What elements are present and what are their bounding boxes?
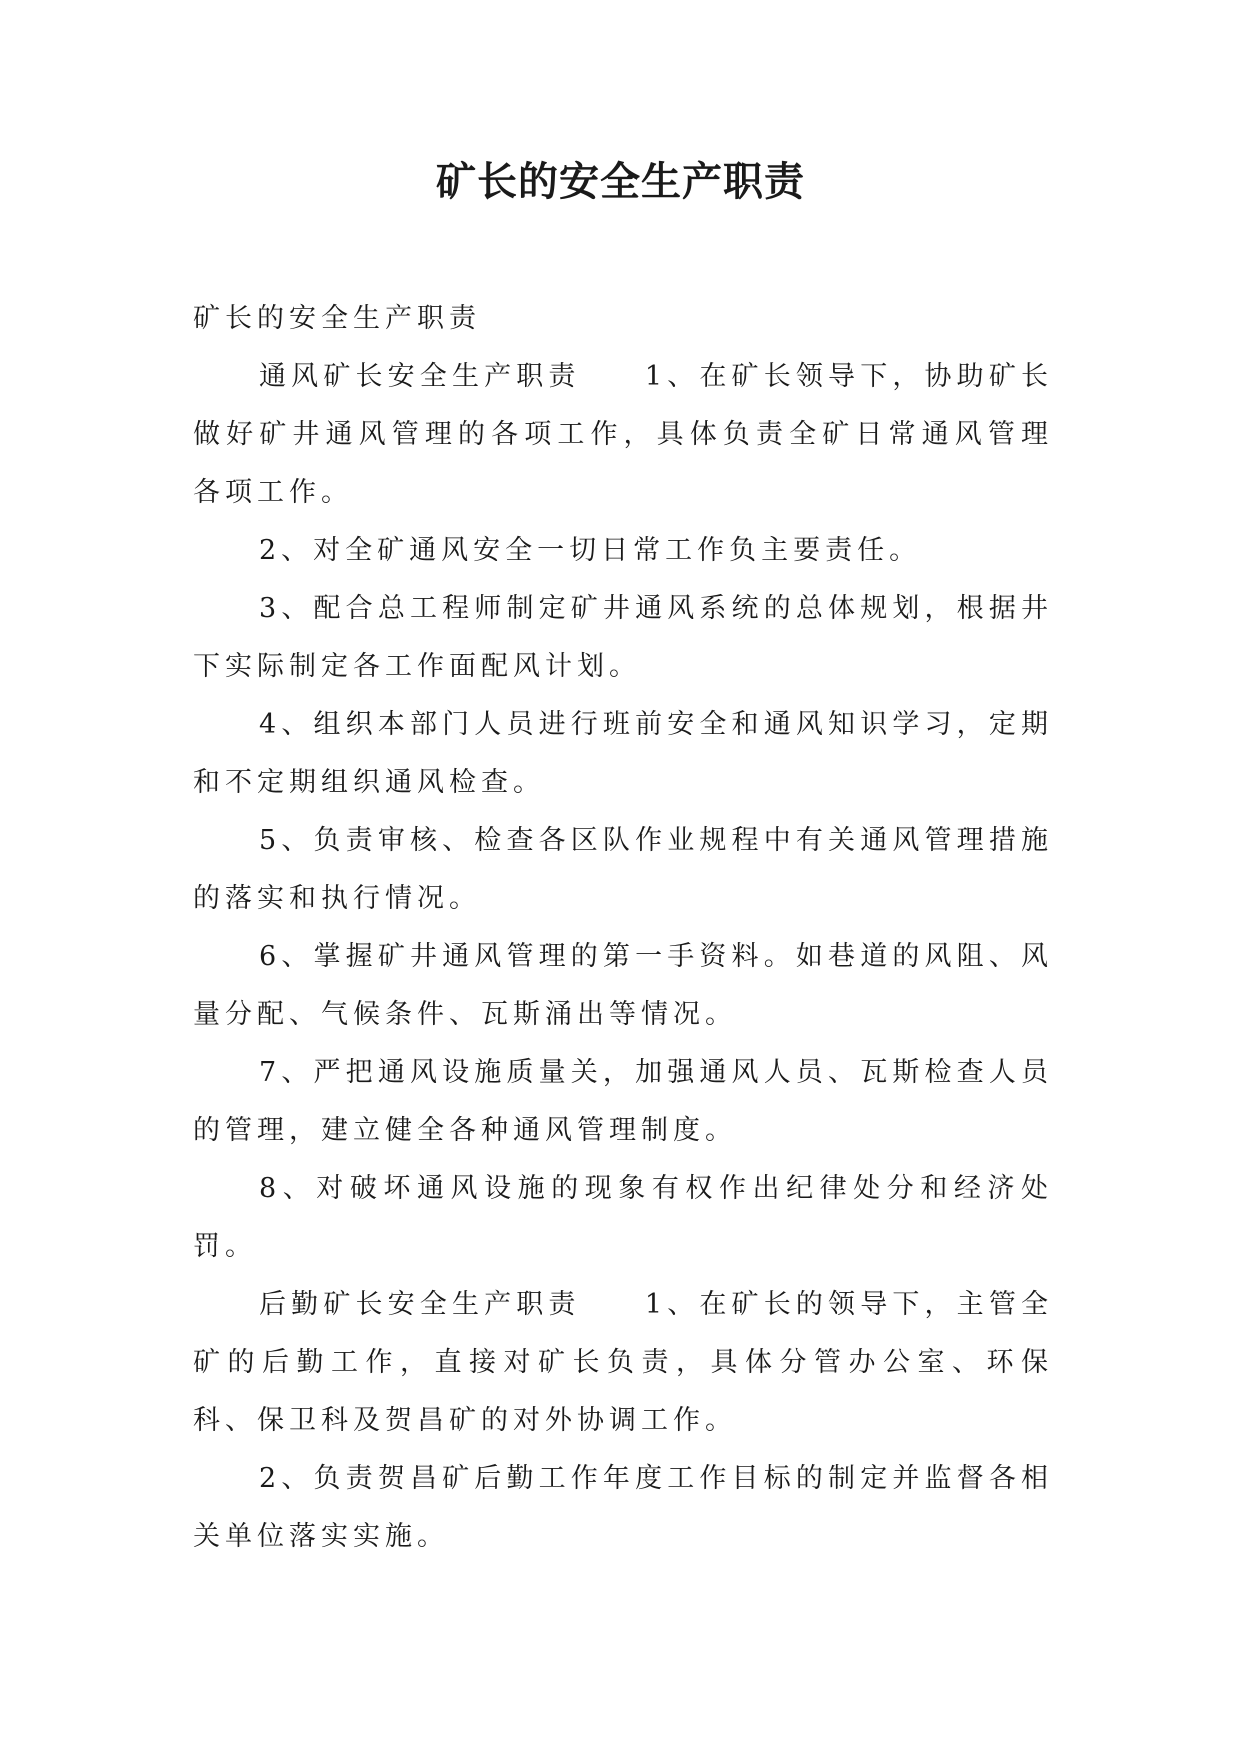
paragraph: 3、配合总工程师制定矿井通风系统的总体规划，根据井下实际制定各工作面配风计划。 bbox=[193, 593, 1053, 682]
paragraph: 通风矿长安全生产职责 1、在矿长领导下，协助矿长做好矿井通风管理的各项工作，具体负责全矿日常通风管理各项工作。 bbox=[193, 361, 1053, 508]
paragraph: 5、负责审核、检查各区队作业规程中有关通风管理措施的落实和执行情况。 bbox=[193, 825, 1053, 914]
paragraph: 2、对全矿通风安全一切日常工作负主要责任。 bbox=[259, 535, 922, 566]
body-heading: 矿长的安全生产职责 bbox=[193, 303, 481, 334]
paragraph: 6、掌握矿井通风管理的第一手资料。如巷道的风阻、风量分配、气候条件、瓦斯涌出等情况。 bbox=[193, 941, 1053, 1030]
paragraph: 后勤矿长安全生产职责 1、在矿长的领导下，主管全矿的后勤工作，直接对矿长负责，具体分管办公室、环保科、保卫科及贺昌矿的对外协调工作。 bbox=[193, 1289, 1053, 1436]
paragraph: 2、负责贺昌矿后勤工作年度工作目标的制定并监督各相关单位落实实施。 bbox=[193, 1463, 1053, 1552]
paragraph: 7、严把通风设施质量关，加强通风人员、瓦斯检查人员的管理，建立健全各种通风管理制度。 bbox=[193, 1057, 1053, 1146]
document-title: 矿长的安全生产职责 bbox=[436, 158, 805, 205]
paragraph: 8、对破坏通风设施的现象有权作出纪律处分和经济处罚。 bbox=[193, 1173, 1053, 1262]
paragraph: 4、组织本部门人员进行班前安全和通风知识学习，定期和不定期组织通风检查。 bbox=[193, 709, 1053, 798]
document-body bbox=[193, 290, 1053, 1566]
